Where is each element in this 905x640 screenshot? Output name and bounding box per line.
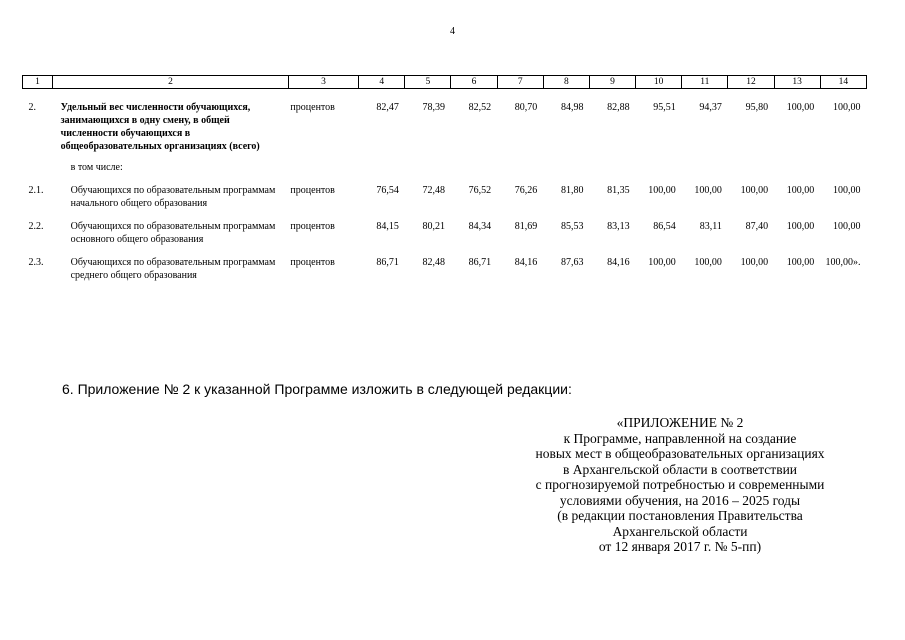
- value-cell: 84,98: [560, 102, 584, 113]
- row-number: 2.: [28, 102, 36, 113]
- appendix-line: Архангельской области: [612, 523, 748, 539]
- value-cell: 100,00: [786, 185, 815, 196]
- appendix-line: новых мест в общеобразовательных организациях: [535, 446, 825, 461]
- header-cell: 13: [774, 76, 820, 89]
- value-cell: 83,13: [607, 221, 630, 232]
- value-cell: 100,00: [648, 185, 676, 196]
- value-cell: 86,71: [376, 257, 399, 268]
- value-cell: 87,63: [560, 257, 584, 268]
- header-cell: 8: [543, 76, 589, 89]
- indicator-name: Обучающихся по образовательным программам среднего общего образования: [70, 257, 276, 281]
- appendix-heading: [500, 415, 860, 555]
- value-cell: 80,21: [422, 221, 445, 232]
- value-cell: 100,00: [833, 185, 861, 196]
- value-cell: 86,54: [653, 221, 676, 232]
- amendment-instruction: 6. Приложение № 2 к указанной Программе изложить в следующей редакции:: [62, 381, 572, 397]
- table-row: [23, 174, 867, 210]
- value-cell: 84,16: [607, 257, 630, 268]
- table-header-row: [23, 76, 867, 89]
- value-cell: 78,39: [422, 102, 445, 113]
- table-row: [23, 246, 867, 282]
- appendix-line: от 12 января 2017 г. № 5-пп): [598, 539, 762, 554]
- appendix-line: условиями обучения, на 2016 – 2025 годы: [559, 492, 801, 508]
- appendix-line: к Программе, направленной на создание: [563, 430, 797, 446]
- value-cell: 76,26: [514, 185, 538, 196]
- header-cell: 3: [288, 76, 358, 89]
- indicator-name: Удельный вес численности обучающихся, занимающихся в одну смену, в общей численности обучающихся в общеобразовательных организациях (всего): [60, 102, 260, 152]
- header-cell: 7: [497, 76, 543, 89]
- unit: процентов: [290, 221, 335, 232]
- value-cell: 76,52: [468, 185, 492, 196]
- header-cell: 5: [405, 76, 451, 89]
- header-cell: 4: [359, 76, 405, 89]
- value-cell: 100,00: [648, 257, 676, 268]
- value-cell: 76,54: [376, 185, 399, 196]
- value-cell: 100,00: [740, 257, 769, 268]
- value-cell: 95,80: [745, 102, 769, 113]
- table-row: [23, 89, 867, 154]
- value-cell: 100,00: [740, 185, 769, 196]
- value-cell: 82,48: [422, 257, 445, 268]
- appendix-line: «ПРИЛОЖЕНИЕ № 2: [616, 415, 744, 430]
- indicator-name: Обучающихся по образовательным программам начального общего образования: [70, 185, 276, 209]
- value-cell: 94,37: [699, 102, 722, 113]
- subheading: в том числе:: [70, 162, 123, 173]
- value-cell: 100,00: [786, 257, 815, 268]
- table-row: [23, 210, 867, 246]
- value-cell: 81,69: [514, 221, 538, 232]
- header-cell: 1: [23, 76, 53, 89]
- value-cell: 100,00: [786, 221, 815, 232]
- page-number: 4: [450, 26, 455, 37]
- value-cell: 100,00: [833, 221, 861, 232]
- value-cell: 81,80: [560, 185, 584, 196]
- value-cell: 100,00: [833, 102, 861, 113]
- value-cell: 84,34: [468, 221, 492, 232]
- value-cell: 72,48: [422, 185, 445, 196]
- value-cell: 81,35: [607, 185, 630, 196]
- value-cell: 83,11: [699, 221, 722, 232]
- value-cell: 100,00: [786, 102, 815, 113]
- value-cell: 82,52: [468, 102, 492, 113]
- unit: процентов: [290, 185, 335, 196]
- value-cell: 82,47: [376, 102, 399, 113]
- table-row: [23, 153, 867, 174]
- indicators-table: [22, 75, 867, 282]
- indicator-name: Обучающихся по образовательным программам основного общего образования: [70, 221, 276, 245]
- header-cell: 11: [682, 76, 728, 89]
- value-cell: 95,51: [653, 102, 676, 113]
- header-cell: 9: [589, 76, 635, 89]
- header-cell: 6: [451, 76, 497, 89]
- header-cell: 2: [53, 76, 289, 89]
- value-cell: 100,00».: [825, 257, 861, 268]
- row-number: 2.1.: [28, 185, 44, 196]
- row-number: 2.3.: [28, 257, 44, 268]
- value-cell: 100,00: [694, 185, 722, 196]
- value-cell: 84,15: [376, 221, 399, 232]
- header-cell: 12: [728, 76, 774, 89]
- appendix-line: в Архангельской области в соответствии: [562, 461, 798, 477]
- appendix-line: с прогнозируемой потребностью и современными: [535, 477, 825, 492]
- value-cell: 100,00: [694, 257, 722, 268]
- value-cell: 84,16: [514, 257, 538, 268]
- row-number: 2.2.: [28, 221, 44, 232]
- value-cell: 82,88: [607, 102, 630, 113]
- unit: процентов: [290, 257, 335, 268]
- value-cell: 87,40: [745, 221, 769, 232]
- value-cell: 85,53: [560, 221, 584, 232]
- header-cell: 14: [820, 76, 866, 89]
- value-cell: 86,71: [468, 257, 492, 268]
- value-cell: 80,70: [514, 102, 538, 113]
- unit: процентов: [290, 102, 335, 113]
- header-cell: 10: [636, 76, 682, 89]
- appendix-line: (в редакции постановления Правительства: [557, 508, 803, 523]
